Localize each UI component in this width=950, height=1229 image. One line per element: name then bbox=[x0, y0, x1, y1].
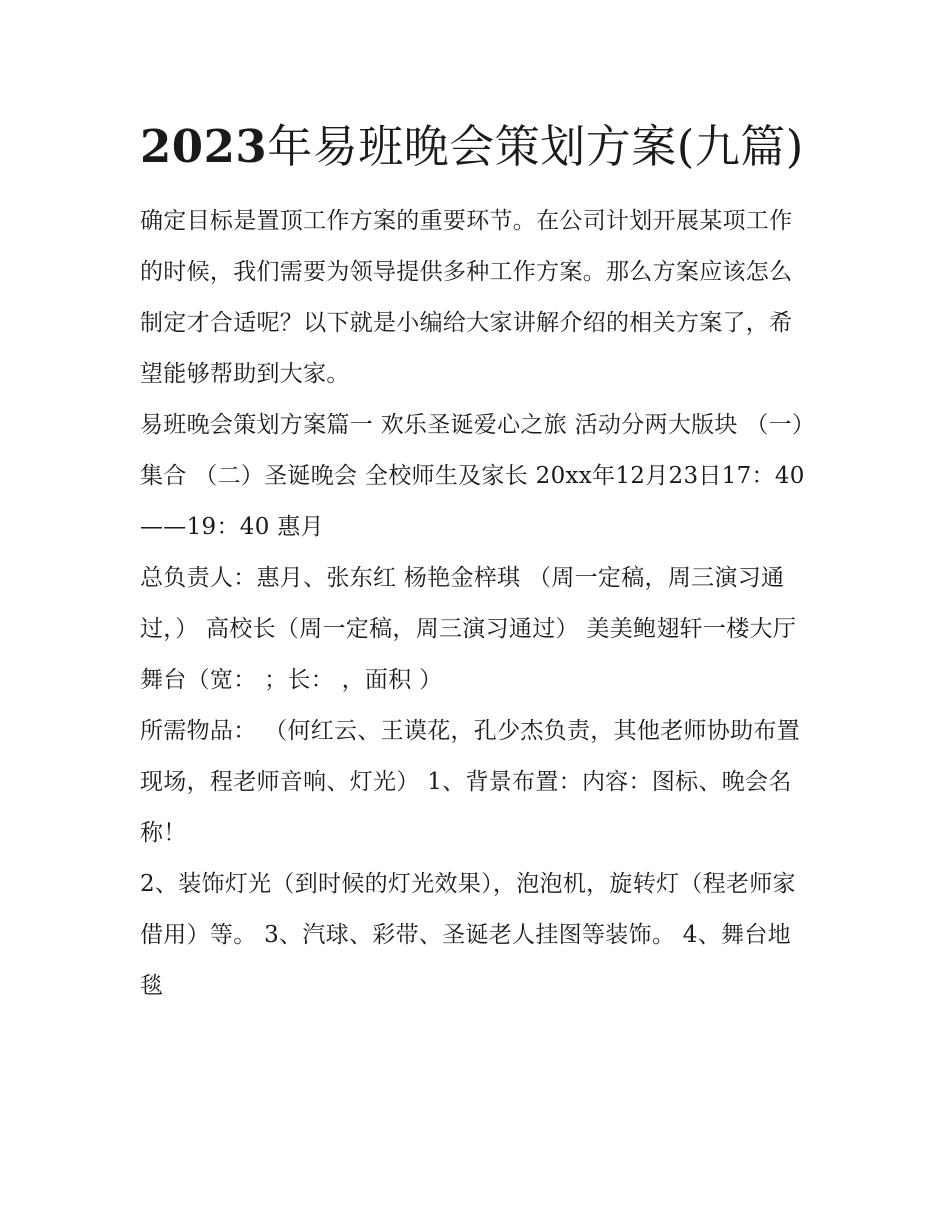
body-paragraph-materials: 所需物品： （何红云、王谟花，孔少杰负责，其他老师协助布置现场，程老师音响、灯光） 1、背景布置：内容：图标、晚会名称！ bbox=[140, 718, 801, 846]
intro-paragraph: 确定目标是置顶工作方案的重要环节。在公司计划开展某项工作的时候，我们需要为领导提供多种工作方案。那么方案应该怎么制定才合适呢？以下就是小编给大家讲解介绍的相关方案了，希望能够帮助到大家。 bbox=[140, 208, 793, 387]
body-paragraph-activity: 易班晚会策划方案篇一 欢乐圣诞爱心之旅 活动分两大版块 （一）集合 （二）圣诞晚会 全校师生及家长 20xx年12月23日17：40——19：40 惠月 bbox=[140, 412, 805, 540]
body-paragraph-decorations: 2、装饰灯光（到时候的灯光效果），泡泡机，旋转灯（程老师家借用）等。 3、汽球、彩带、圣诞老人挂图等装饰。 4、舞台地毯 bbox=[140, 871, 796, 999]
document-page bbox=[140, 112, 812, 1012]
body-paragraph-organizers: 总负责人：惠月、张东红 杨艳金梓琪 （周一定稿，周三演习通过，） 高校长（周一定稿，周三演习通过） 美美鲍翅轩一楼大厅 舞台（宽： ；长： ，面积 ） bbox=[140, 565, 804, 693]
title-text: 年易班晚会策划方案(九篇) bbox=[267, 120, 804, 173]
document-title bbox=[140, 112, 812, 182]
title-year: 2023 bbox=[140, 120, 268, 173]
